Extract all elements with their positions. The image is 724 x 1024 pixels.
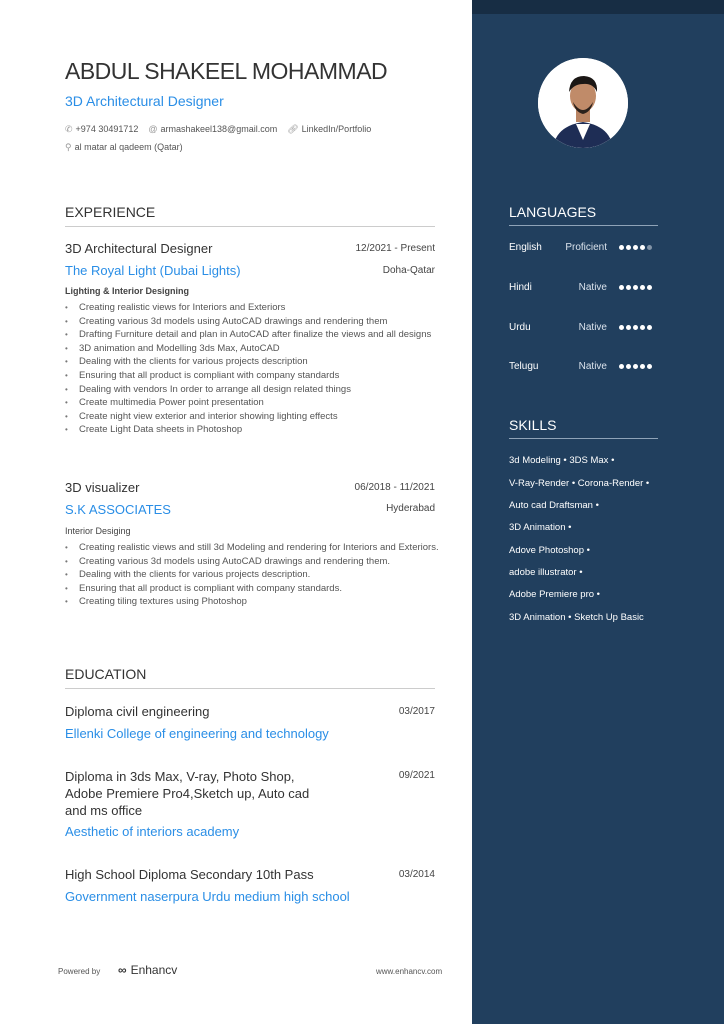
edu-date: 09/2021 [398,770,435,781]
skill-line: Adobe Premiere pro • [509,589,600,600]
language-rating [619,285,652,290]
skills-heading: SKILLS [509,417,658,439]
link-icon: 🔗︎ [287,124,299,134]
bullet: • Dealing with the clients for various projects description [65,355,440,369]
skill-line: Adove Photoshop • [509,545,590,556]
edu-date: 03/2014 [398,869,435,880]
job-subtitle: Lighting & Interior Designing [65,286,189,296]
bullet: • Dealing with the clients for various projects description. [65,568,440,582]
language-row [509,322,659,333]
skill-line: adobe illustrator • [509,567,583,578]
rating-dot [647,364,652,369]
language-rating [619,245,652,250]
rating-dot [619,285,624,290]
job-title: 3D Architectural Designer [65,241,213,256]
contact-row [65,124,371,135]
rating-dot [647,245,652,250]
powered-by: Powered by [58,967,101,976]
location [65,142,183,153]
rating-dot [640,325,645,330]
sidebar-top-strip [472,0,724,14]
edu-date: 03/2017 [398,706,435,717]
rating-dot [626,245,631,250]
rating-dot [633,285,638,290]
avatar-photo-icon [538,58,628,148]
language-rating [619,325,652,330]
language-level: Native [578,361,607,372]
bullet: • Create multimedia Power point presentation [65,396,440,410]
rating-dot [633,245,638,250]
email-text[interactable]: armashakeel138@gmail.com [160,124,278,134]
candidate-name: ABDUL SHAKEEL MOHAMMAD [65,58,388,84]
language-row [509,282,659,293]
bullet: • Creating realistic views and still 3d Modeling and rendering for Interiors and Exteriors. [65,541,440,555]
rating-dot [619,364,624,369]
bullet: • Drafting Furniture detail and plan in AutoCAD after finalize the views and all designs [65,328,440,342]
bullet: • Creating various 3d models using AutoCAD drawings and rendering them [65,315,440,329]
link[interactable] [287,124,371,135]
job-bullets [65,301,440,437]
link-text[interactable]: LinkedIn/Portfolio [301,124,372,134]
job-dates: 06/2018 - 11/2021 [354,482,435,493]
language-name: Hindi [509,282,532,293]
at-icon: @ [148,124,158,134]
school: Ellenki College of engineering and technology [65,726,329,741]
rating-dot [619,245,624,250]
language-level: Proficient [565,242,607,253]
phone [65,124,138,135]
skill-line: 3D Animation • Sketch Up Basic [509,612,644,623]
phone-text: +974 30491712 [75,124,139,134]
language-row [509,361,659,372]
bullet: • Ensuring that all product is compliant with company standards [65,369,440,383]
phone-icon: ✆ [65,124,73,134]
skill-line: 3d Modeling • 3DS Max • [509,455,615,466]
job-company: S.K ASSOCIATES [65,502,171,517]
job-subtitle: Interior Desiging [65,526,131,536]
candidate-title: 3D Architectural Designer [65,93,224,109]
skill-line: Auto cad Draftsman • [509,500,599,511]
job-location: Hyderabad [386,503,435,514]
degree: High School Diploma Secondary 10th Pass [65,867,314,882]
language-rating [619,364,652,369]
job-dates: 12/2021 - Present [355,243,435,254]
rating-dot [626,285,631,290]
enhancv-logo-icon: ∞ [118,963,127,977]
rating-dot [647,325,652,330]
rating-dot [633,325,638,330]
location-text: al matar al qadeem (Qatar) [74,142,183,152]
language-name: English [509,242,542,253]
language-name: Urdu [509,322,531,333]
rating-dot [619,325,624,330]
experience-heading: EXPERIENCE [65,204,435,227]
job-bullets [65,541,440,609]
bullet: • Create night view exterior and interior showing lighting effects [65,410,440,424]
brand-text: Enhancv [130,963,178,977]
language-level: Native [578,282,607,293]
rating-dot [647,285,652,290]
bullet: • 3D animation and Modelling 3ds Max, AutoCAD [65,342,440,356]
education-heading: EDUCATION [65,666,435,689]
school: Government naserpura Urdu medium high school [65,889,350,904]
email[interactable] [148,124,277,135]
rating-dot [640,285,645,290]
skill-line: 3D Animation • [509,522,572,533]
bullet: • Ensuring that all product is compliant with company standards. [65,582,440,596]
language-row [509,242,659,253]
bullet: • Creating various 3d models using AutoCAD drawings and rendering them. [65,555,440,569]
footer-url[interactable]: www.enhancv.com [376,967,443,976]
language-name: Telugu [509,361,539,372]
degree: Diploma in 3ds Max, V-ray, Photo Shop, Adobe Premiere Pro4,Sketch up, Auto cad and ms office [65,769,310,818]
language-level: Native [578,322,607,333]
rating-dot [640,245,645,250]
bullet: • Creating tiling textures using Photoshop [65,595,440,609]
job-company: The Royal Light (Dubai Lights) [65,263,241,278]
enhancv-logo[interactable] [118,963,177,977]
job-title: 3D visualizer [65,480,140,495]
bullet: • Create Light Data sheets in Photoshop [65,423,440,437]
job-location: Doha-Qatar [382,265,435,276]
school: Aesthetic of interiors academy [65,824,240,839]
degree: Diploma civil engineering [65,704,210,719]
location-pin-icon: ⚲ [65,142,72,152]
bullet: • Dealing with vendors In order to arrange all design related things [65,383,440,397]
rating-dot [626,325,631,330]
skill-line: V-Ray-Render • Corona-Render • [509,478,650,489]
rating-dot [626,364,631,369]
sidebar [472,0,724,1024]
rating-dot [633,364,638,369]
avatar [538,58,628,148]
rating-dot [640,364,645,369]
bullet: • Creating realistic views for Interiors and Exteriors [65,301,440,315]
languages-heading: LANGUAGES [509,204,658,226]
